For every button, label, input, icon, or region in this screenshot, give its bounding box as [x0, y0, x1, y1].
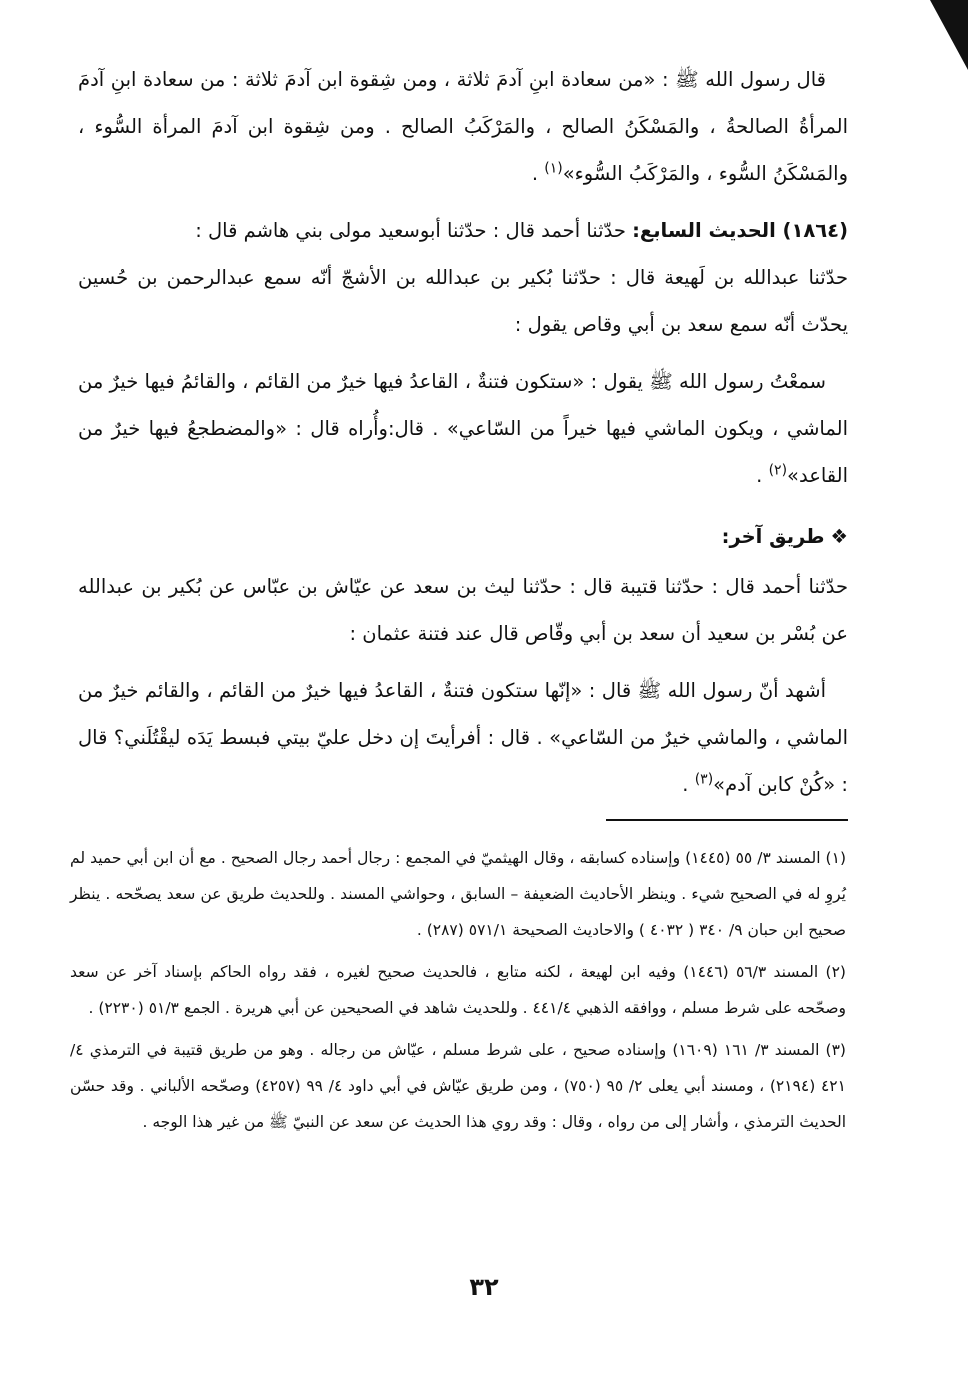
- page-number: ٣٢: [469, 1273, 499, 1301]
- hadith-7-matn: سمعْتُ رسول الله ﷺ يقول : «ستكون فتنةٌ ، القاعدُ فيها خيرٌ من القائم ، والقائمُ فيها خيرٌ من الماشي ، ويكون الماشي فيها خيراً من السّاعي» . قال:وأُراه قال : «والمضطجعُ فيها خيرٌ من القاعد»$^{(٢)}$ .: [78, 370, 848, 487]
- another-route-matn: أشهد أنّ رسول الله ﷺ قال : «إنّها ستكون فتنةٌ ، القاعدُ فيها خيرٌ من القائم ، والقائم خيرٌ من الماشي ، والماشي خيرٌ من السّاعي» . قال : أفرأيتَ إن دخل عليّ بيتي فبسط يَدَه ليقْتُلَني؟ قال : «كُنْ كابن آدم»$^{(٣)}$ .: [78, 679, 848, 796]
- hadith-7-heading-line: [78, 207, 848, 254]
- hadith-7-isnad-start: حدّثنا أحمد قال : حدّثنا أبوسعيد مولى بني هاشم قال :: [195, 219, 633, 242]
- footnote-2: (٢) المسند ٥٦/٣ (١٤٤٦) وفيه ابن لهيعة ، لكنه متابع ، فالحديث صحيح لغيره ، فقد رواه الحاكم بإسناد آخر عن سعد وصحّحه على شرط مسلم ، ووافقه الذهبي ٤٤١/٤ . وللحديث شاهد في الصحيحين عن أبي هريرة . الجمع ٥١/٣ (٢٢٣٠) .: [70, 963, 846, 1017]
- footnote-1: (١) المسند ٣/ ٥٥ (١٤٤٥) وإسناده كسابقه ، وقال الهيثميّ في المجمع : رجال أحمد رجال الصحيح . مع أن ابن أبي حميد لم يُروِ له في الصحيح شيء . وينظر الأحاديث الضعيفة – السابق ، وحواشي المسند . وللحديث طريق عن سعد يصحّحه . ينظر صحيح ابن حبان ٩/ ٣٤٠ ( ٤٠٣٢ ) والاحاديث الصحيحة ٥٧١/١ (٢٨٧) .: [70, 849, 846, 939]
- footnote-ref-3: (٣): [694, 771, 714, 788]
- main-text: [78, 56, 848, 808]
- footnote-ref-2: (٢): [768, 462, 788, 479]
- diamond-bullet-icon: ❖: [830, 525, 848, 548]
- hadith-7-isnad: حدّثنا عبدالله بن لَهيعة قال : حدّثنا بُكير بن عبدالله بن الأشجّ أنّه سمع عبدالرحمن بن حُسين يحدّث أنّه سمع سعد بن أبي وقاص يقول :: [78, 266, 848, 336]
- hadith-7-heading: (١٨٦٤) الحديث السابع:: [632, 219, 848, 242]
- footnotes: [70, 840, 846, 1146]
- another-route-isnad: حدّثنا أحمد قال : حدّثنا قتيبة قال : حدّثنا ليث بن سعد عن عيّاش بن عبّاس عن بُكير بن عبدالله عن بُسْر بن سعيد أن سعد بن أبي وقّاص قال عند فتنة عثمان :: [78, 575, 848, 645]
- corner-triangle-mark: [930, 0, 968, 70]
- another-route-heading: [78, 517, 848, 557]
- another-route-title: طريق آخر:: [721, 525, 825, 548]
- hadith-6-text: قال رسول الله ﷺ : «من سعادة ابنِ آدمَ ثلاثة ، ومن شِقوة ابن آدمَ ثلاثة : من سعادة ابنِ آدمَ المرأةُ الصالحةُ ، والمَسْكَنُ الصالح ، والمَرْكَبُ الصالح . ومن شِقوة ابن آدمَ المرأة السُّوء ، والمَسْكَنُ السُّوء ، والمَرْكَبُ السُّوء»$^{(١)}$ .: [78, 68, 848, 185]
- footnote-ref-1: (١): [544, 160, 563, 177]
- footnote-separator: [606, 819, 848, 821]
- footnote-3: (٣) المسند ٣/ ١٦١ (١٦٠٩) وإسناده صحيح ، على شرط مسلم ، عيّاش من رجاله . وهو من طريق قتيبة في الترمذي ٤/ ٤٢١ (٢١٩٤) ، ومسند أبي يعلى ٢/ ٩٥ (٧٥٠) ، ومن طريق عيّاش في أبي داود ٤/ ٩٩ (٤٢٥٧) وصحّحه الألباني . وقد حسّن الحديث الترمذي ، وأشار إلى من رواه ، وقال : وقد روي هذا الحديث عن سعد عن النبيّ ﷺ من غير هذا الوجه .: [70, 1041, 846, 1131]
